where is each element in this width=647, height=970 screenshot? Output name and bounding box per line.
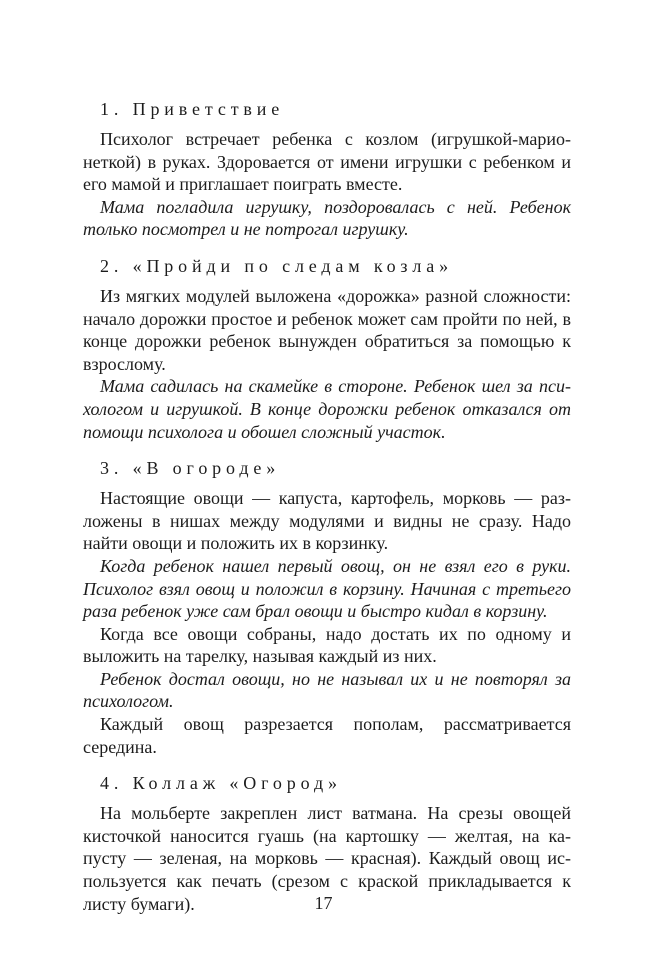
italic-observation-paragraph: Ребенок достал овощи, но не называл их и не повторял за психологом.	[83, 668, 571, 712]
italic-observation-paragraph: Мама садилась на скамейке в стороне. Ребенок шел за психологом и игрушкой. В конце дорожки ребенок отказался от помощи психолога и обошел сложный участок.	[83, 376, 571, 442]
italic-observation-paragraph: Когда ребенок нашел первый овощ, он не взял его в руки. Психолог взял овощ и положил в корзину. Начиная с третьего раза ребенок уже сам брал овощи и быстро кидал в корзину.	[83, 555, 571, 622]
paragraph: Каждый овощ разрезается пополам, рассматривается середина.	[83, 714, 571, 757]
paragraph: Психолог встречает ребенка с козлом (игрушкой-марионеткой) в руках. Здоровается от имени игрушки с ребенком и его мамой и приглашает поиграть вместе.	[83, 129, 571, 195]
paragraph: Настоящие овощи — капуста, картофель, морковь — разложены в нишах между модулями и видны не сразу. Надо найти овощи и положить их в корзинку.	[83, 488, 571, 554]
section-heading: 1. Приветствие	[100, 99, 285, 119]
section-follow-goat-tracks	[83, 254, 571, 443]
section-heading: 2. «Пройди по следам козла»	[100, 255, 453, 276]
section-heading: 4. Коллаж «Огород»	[100, 773, 342, 794]
section-heading: 3. «В огороде»	[100, 458, 281, 479]
paragraph: На мольберте закреплен лист ватмана. На срезы овощей кисточкой наносится гуашь (на картошку — желтая, на капусту — зеленая, на морковь — красная). Каждый овощ используется как печать (срезом с краской прикладывается к листу бумаги).	[83, 803, 571, 914]
page-number: 17	[314, 893, 333, 913]
paragraph: Из мягких модулей выложена «дорожка» разной сложности: начало дорожки простое и ребенок может сам пройти по ней, в конце дорожки ребенок вынужден обратиться за помощью к взрослому.	[83, 285, 571, 374]
section-greeting	[83, 97, 571, 241]
section-in-the-garden	[83, 456, 571, 758]
italic-observation-paragraph: Мама погладила игрушку, поздоровалась с ней. Ребенок только посмотрел и не потрогал игрушку.	[83, 196, 571, 240]
paragraph: Когда все овощи собраны, надо достать их по одному и выложить на тарелку, называя каждый из них.	[83, 623, 571, 667]
